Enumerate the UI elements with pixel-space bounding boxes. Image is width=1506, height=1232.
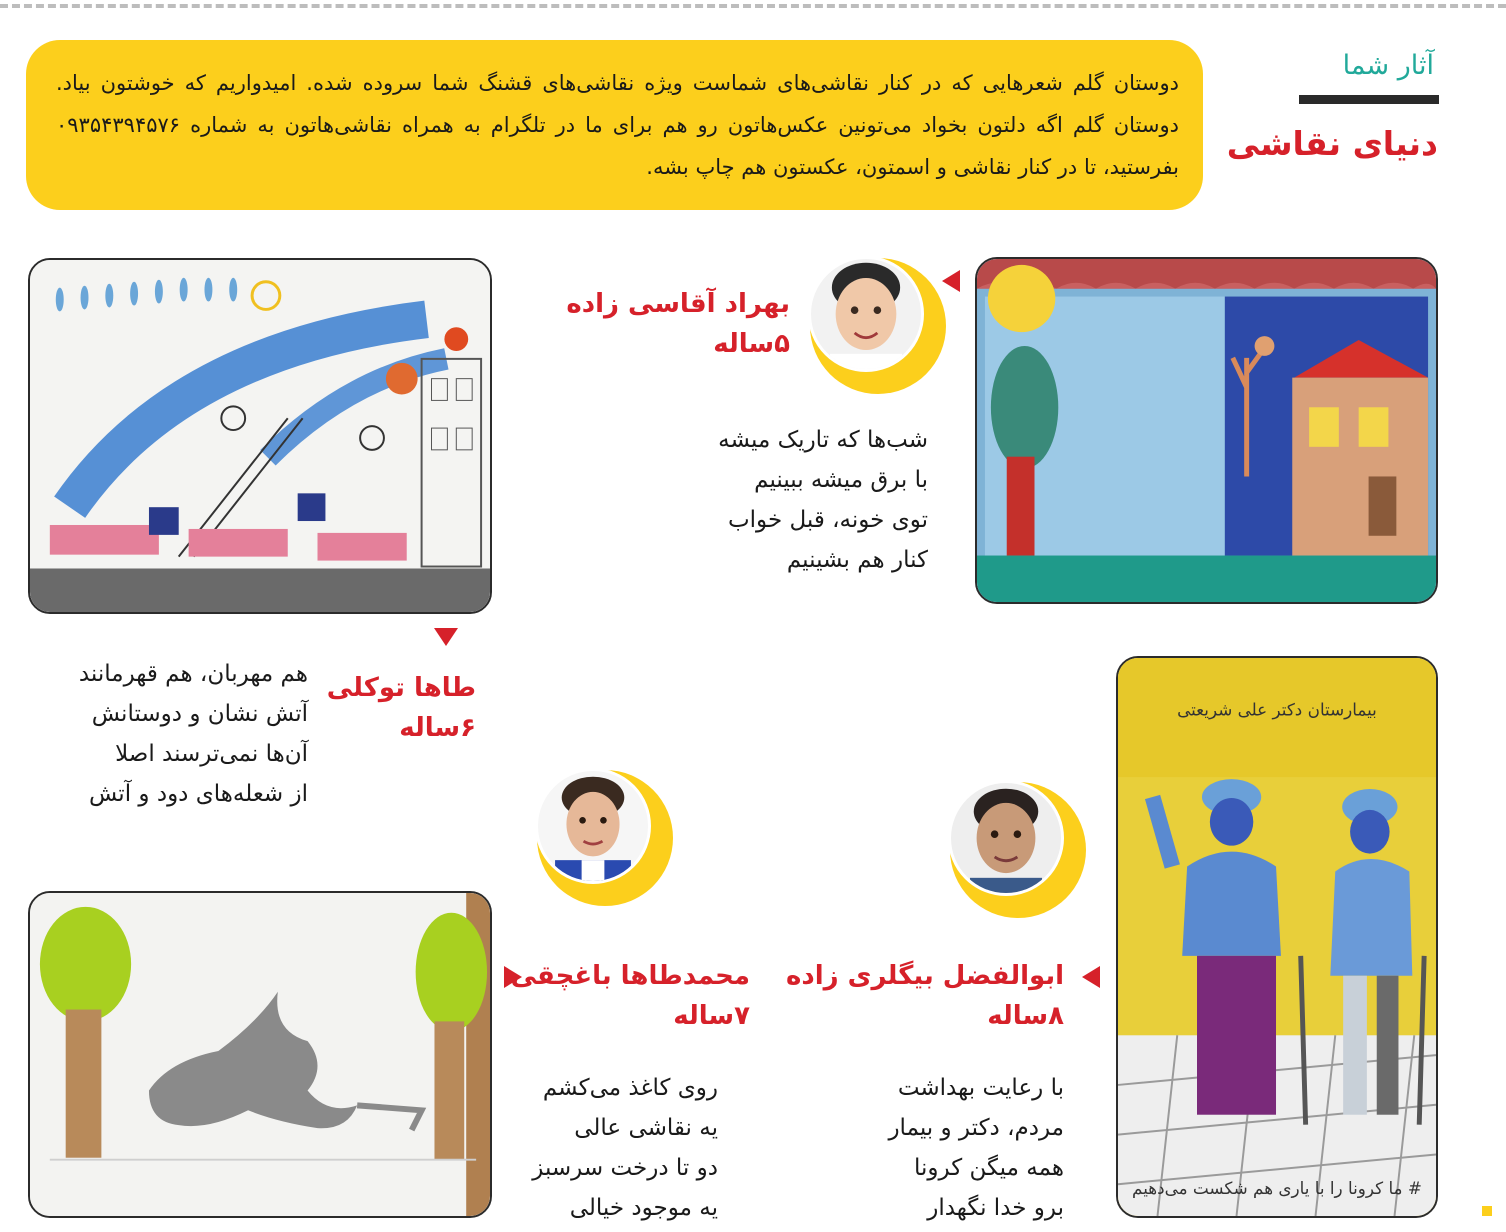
poem-line: آتش نشان و دوستانش [91,701,308,727]
poem-line: روی کاغذ می‌کشم [542,1075,718,1101]
pointer-triangle [942,270,960,292]
poem-line: دو تا درخت سرسبز [532,1155,718,1181]
child-name: محمدطاها باغچقی [510,961,750,991]
pointer-triangle [434,628,458,646]
poem-abolfazl [888,1068,1064,1228]
entry-name-mohammad-taha [511,956,750,1036]
child-portrait-icon [538,771,648,881]
child-name: طاها توکلی [326,673,476,703]
poem-line: همه میگن کرونا [913,1155,1064,1181]
poem-line: آن‌ها نمی‌ترسند اصلا [115,741,308,767]
entry-name-behrad [566,284,790,364]
poem-line: مردم، دکتر و بیمار [888,1115,1064,1141]
drawing-house [975,257,1438,604]
poem-behrad [718,420,928,580]
page-title: دنیای نقاشی [1226,124,1438,163]
poem-taha [79,654,308,814]
entry-name-abolfazl [786,956,1064,1036]
avatar-abolfazl [950,782,1086,918]
intro-text: دوستان گلم شعرهایی که در کنار نقاشی‌های شماست ویژه نقاشی‌های قشنگ شما سروده شده. امیدواریم که خوشتون بیاد. دوستان گلم اگه دلتون بخواد می‌تونین عکس‌هاتون رو هم برای ما در تلگرام به همراه نقاشی‌هاتون به شماره ۰۹۳۵۴۳۹۴۵۷۶ بفرستید، تا در کنار نقاشی و اسمتون، عکستون هم چاپ بشه. [56,71,1179,179]
poem-line: برو خدا نگهدار [927,1195,1064,1221]
child-name: ابوالفضل بیگلری زاده [786,961,1064,991]
poem-line: با برق میشه ببینیم [754,467,928,493]
poem-line: توی خونه، قبل خواب [728,507,928,533]
section-rule [1299,95,1439,104]
avatar-mohammad-taha [537,770,673,906]
child-portrait-icon [811,259,921,369]
child-name: بهراد آقاسی زاده [566,289,790,319]
hospital-caption: # ما کرونا را با یاری هم شکست می‌دهیم [1132,1178,1422,1199]
poem-mohammad-taha [532,1068,718,1228]
poem-line: هم مهربان، هم قهرمانند [78,661,308,687]
top-dashed-border [0,4,1506,8]
drawing-hospital [1116,656,1438,1218]
intro-box [26,40,1203,210]
poem-line: یه نقاشی عالی [574,1115,718,1141]
drawing-firefighters [28,258,492,614]
poem-line: با رعایت بهداشت [897,1075,1064,1101]
poem-line: از شعله‌های دود و آتش [88,781,308,807]
avatar-behrad [810,258,946,394]
page-marker [1482,1206,1492,1216]
section-label: آثار شما [1342,50,1434,81]
child-age: ۵ساله [713,329,790,359]
hospital-sign: بیمارستان دکتر علی شریعتی [1177,699,1377,720]
child-age: ۷ساله [673,1001,750,1031]
entry-name-taha [327,668,476,748]
poem-line: یه موجود خیالی [569,1195,718,1221]
child-portrait-icon [951,783,1061,893]
pointer-triangle [1082,966,1100,988]
poem-line: کنار هم بشینیم [786,547,928,573]
poem-line: شب‌ها که تاریک میشه [718,427,928,453]
drawing-trees [28,891,492,1218]
child-age: ۶ساله [399,713,476,743]
child-age: ۸ساله [987,1001,1064,1031]
